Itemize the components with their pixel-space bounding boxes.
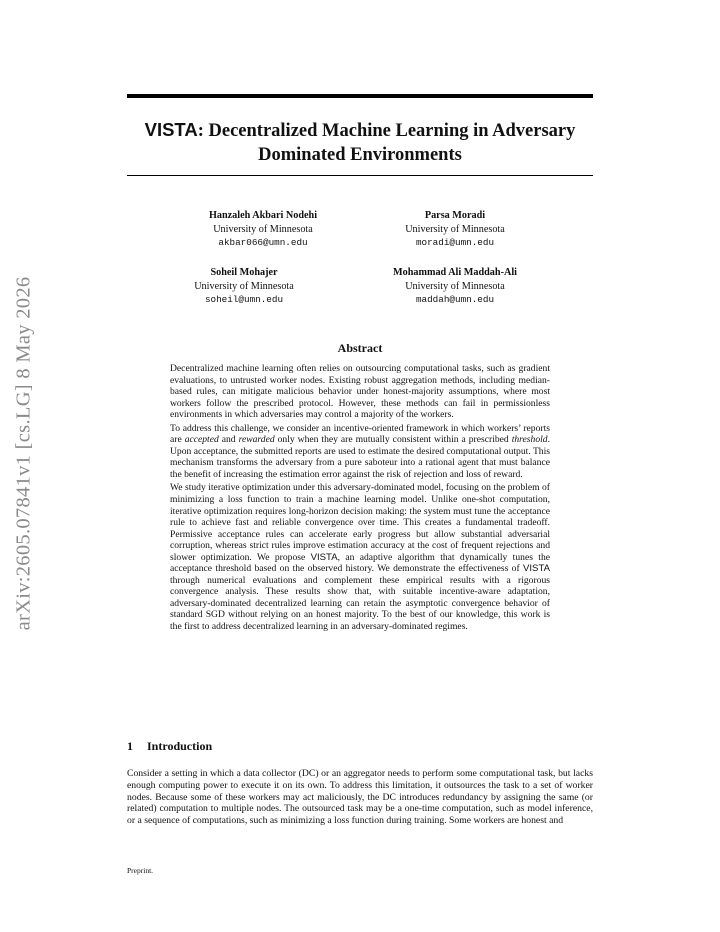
emphasis-accepted: accepted (184, 434, 219, 446)
author-block (144, 266, 344, 307)
section-number: 1 (127, 739, 133, 753)
author-block (355, 209, 555, 250)
author-block (163, 209, 363, 250)
emphasis-rewarded: rewarded (238, 434, 275, 446)
introduction-paragraph: Consider a setting in which a data collector (DC) or an aggregator needs to perform some computational task, but lacks enough computing power to execute it on its own. To address this limitation, it outsources the task to a set of worker nodes. Because some of these workers may act maliciously, the DC introduces redundancy by assigning the same (or related) computation to multiple nodes. The outsourced task may be a one-time computation, such as model inference, or a sequence of computations, such as minimizing a loss function during training. Some workers are honest and (127, 768, 593, 826)
arxiv-identifier-text: arXiv:2605.07841v1 [cs.LG] 8 May 2026 (12, 276, 35, 631)
text-run: and (218, 434, 239, 446)
author-affiliation: University of Minnesota (405, 223, 505, 235)
paper-title (115, 118, 605, 167)
author-name: Parsa Moradi (424, 210, 486, 221)
section-title: Introduction (147, 739, 213, 753)
abstract-paragraph: Decentralized machine learning often relies on outsourcing computational tasks, such as gradient evaluations, to untrusted worker nodes. Existing robust aggregation methods, including median-based rules, can mitigate malicious behavior under honest-majority assumptions, where most workers follow the prescribed protocol. However, these methods can fail in permissionless environments in which adversaries may control a majority of the workers. (170, 363, 550, 421)
abstract-paragraph (170, 423, 550, 481)
title-rest: : Decentralized Machine Learning in Adversary Dominated Environments (197, 121, 576, 165)
text-run: To address this challenge, we consider an incentive-oriented framework in which workers’ reports are (170, 422, 550, 446)
author-email: moradi@umn.edu (415, 237, 495, 248)
author-email: soheil@umn.edu (204, 294, 284, 305)
footer-note: Preprint. (127, 866, 154, 875)
author-name: Mohammad Ali Maddah-Ali (393, 267, 517, 278)
text-run: We study iterative optimization under this adversary-dominated model, focusing on the problem of minimizing a loss function to train a machine learning model. Unlike one-shot computation, iterative optimization requires long-horizon decision making: the system must tune the acceptance rule to achieve fast and reliable convergence over time. This creates a fundamental tradeoff. Permissive acceptance rules can accelerate early progress but allow substantial adversarial corruption, whereas strict rules improve estimation accuracy at the cost of frequent rejections and slower optimization. We propose (170, 482, 550, 563)
abstract-paragraph (170, 482, 550, 632)
arxiv-identifier (4, 263, 44, 644)
author-name: Hanzaleh Akbari Nodehi (208, 210, 318, 221)
abstract-heading: Abstract (337, 341, 383, 355)
abstract-body (170, 363, 550, 635)
section-heading (127, 739, 212, 754)
text-run: , an adaptive algorithm that dynamically tunes the acceptance threshold based on the observed history. We demonstrate the effectiveness of (170, 551, 550, 575)
text-run: . Upon acceptance, the submitted reports are used to estimate the desired computational output. This mechanism transforms the adversary from a pure saboteur into a rational agent that must balance the benefit of increasing the estimation error against the risk of rejection and loss of reward. (170, 434, 550, 480)
author-email: akbar066@umn.edu (218, 237, 308, 248)
title-prefix: VISTA (144, 119, 198, 140)
title-top-rule (127, 94, 593, 98)
author-email: maddah@umn.edu (415, 294, 495, 305)
title-bottom-rule (127, 175, 593, 176)
text-run: through numerical evaluations and complement these empirical results with a rigorous convergence analysis. These results show that, with suitable incentive-aware adaptation, adversary-dominated decentralized learning can retain the asymptotic convergence behavior of standard SGD without relying on an honest majority. To the best of our knowledge, this work is the first to address decentralized learning in an adversary-dominated regimes. (170, 574, 550, 633)
algorithm-name: VISTA (522, 563, 550, 575)
author-block (355, 266, 555, 307)
author-affiliation: University of Minnesota (194, 280, 294, 292)
emphasis-threshold: threshold (511, 434, 548, 446)
algorithm-name: VISTA (310, 551, 338, 563)
author-name: Soheil Mohajer (210, 267, 278, 278)
author-affiliation: University of Minnesota (213, 223, 313, 235)
author-affiliation: University of Minnesota (405, 280, 505, 292)
text-run: only when they are mutually consistent within a prescribed (274, 434, 512, 446)
